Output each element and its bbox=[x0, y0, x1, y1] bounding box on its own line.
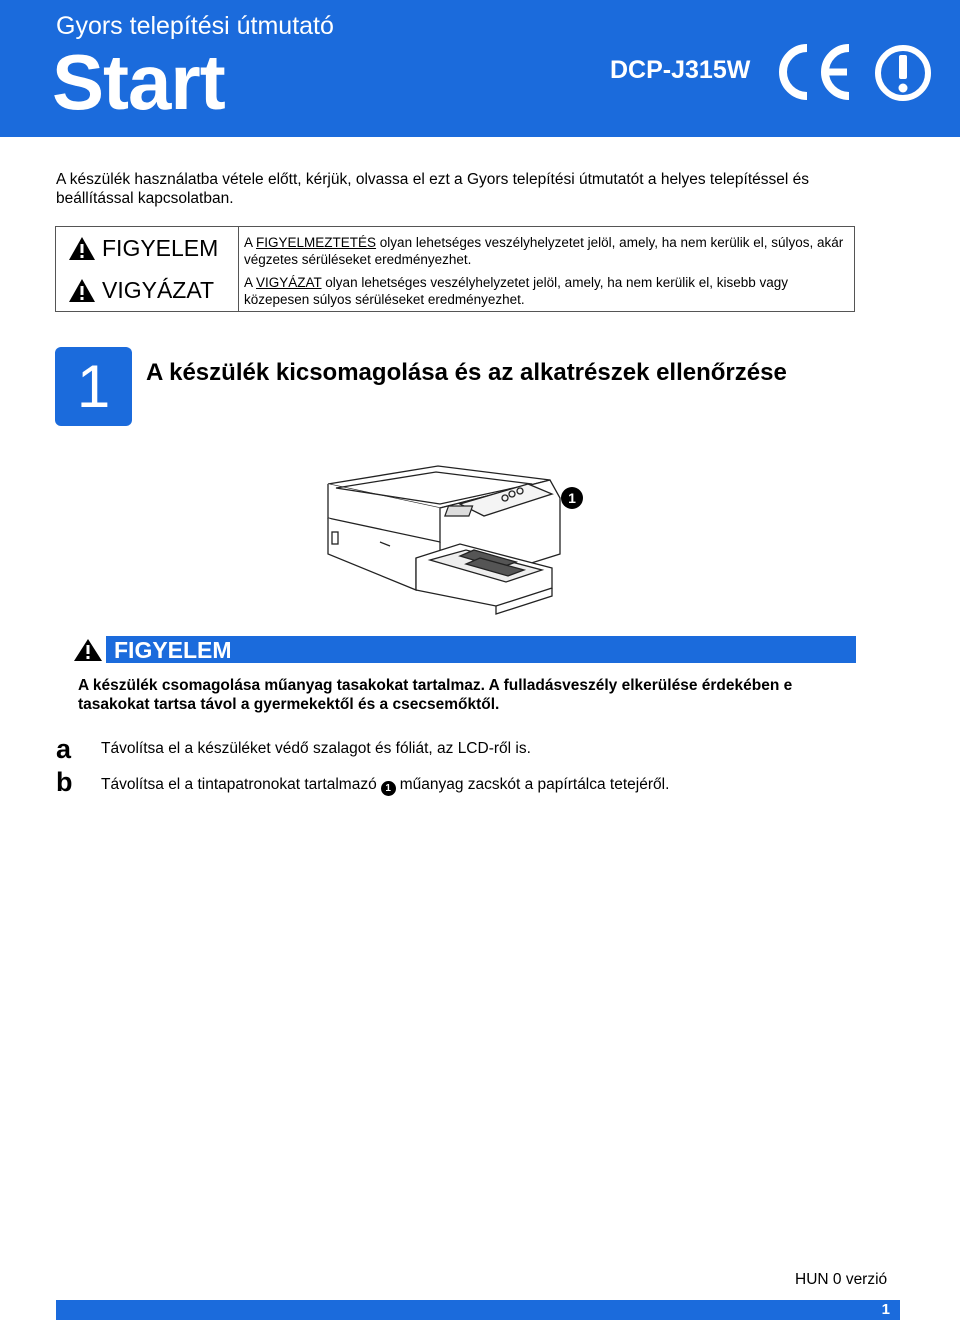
legend-term-warning bbox=[68, 235, 218, 262]
legend-desc-suffix: olyan lehetséges veszélyhelyzetet jelöl, amely, ha nem kerülik el, kisebb vagy közepesen súlyos sérüléseket eredményezhet. bbox=[244, 275, 789, 307]
inline-callout-1: 1 bbox=[381, 781, 396, 796]
page-number: 1 bbox=[881, 1301, 890, 1318]
legend-desc-suffix: olyan lehetséges veszélyhelyzetet jelöl, amely, ha nem kerülik el, súlyos, akár végzetes sérüléseket eredményezhet. bbox=[244, 235, 844, 267]
legend-term-caution bbox=[68, 277, 214, 304]
section-title: A készülék kicsomagolása és az alkatrészek ellenőrzése bbox=[146, 359, 787, 386]
legend-desc-prefix: A bbox=[244, 235, 257, 250]
version-label: HUN 0 verzió bbox=[795, 1271, 888, 1288]
warning-text: A készülék csomagolása műanyag tasakokat tartalmaz. A fulladásveszély elkerülése érdekében e tasakokat tartsa távol a gyermekektől és a csecsemőktől. bbox=[78, 677, 793, 713]
document-subtitle: Gyors telepítési útmutató bbox=[56, 12, 334, 40]
hazard-legend bbox=[55, 226, 855, 312]
legend-desc-term: VIGYÁZAT bbox=[256, 275, 322, 290]
intro-text: A készülék használatba vétele előtt, kérjük, olvassa el ezt a Gyors telepítési útmutatót a helyes telepítéssel és beállítással kapcsolatban. bbox=[56, 171, 810, 207]
step-text-a bbox=[101, 740, 531, 758]
warning-triangle-icon bbox=[68, 236, 96, 261]
model-name: DCP-J315W bbox=[610, 56, 751, 84]
step-text-continued: műanyag zacskót a papírtálca tetejéről. bbox=[399, 776, 670, 793]
step-text: Távolítsa el a tintapatronokat tartalmazó bbox=[101, 776, 377, 793]
footer-bar bbox=[56, 1300, 900, 1320]
warning-triangle-icon bbox=[73, 638, 103, 662]
step-text: Távolítsa el a készüléket védő szalagot és fóliát, az LCD-ről is. bbox=[101, 740, 531, 757]
warning-label: FIGYELEM bbox=[114, 637, 232, 663]
legend-divider bbox=[238, 227, 239, 311]
legend-term-label: FIGYELEM bbox=[102, 235, 219, 261]
step-letter-a: a bbox=[56, 734, 72, 764]
legend-desc-prefix: A bbox=[244, 275, 257, 290]
document-title: Start bbox=[52, 38, 225, 126]
printer-illustration bbox=[320, 458, 580, 618]
warning-bar bbox=[70, 636, 856, 663]
step-letter-b: b bbox=[56, 767, 73, 797]
alert-circle-icon bbox=[874, 44, 932, 102]
warning-triangle-icon bbox=[68, 278, 96, 303]
header-banner bbox=[0, 0, 960, 137]
ce-mark-icon bbox=[773, 42, 855, 102]
section-number: 1 bbox=[55, 347, 132, 426]
legend-term-label: VIGYÁZAT bbox=[102, 277, 215, 303]
legend-desc-caution bbox=[244, 274, 848, 308]
callout-1: 1 bbox=[561, 487, 583, 509]
legend-desc-term: FIGYELMEZTETÉS bbox=[256, 235, 377, 250]
legend-desc-warning bbox=[244, 234, 848, 268]
step-text-b bbox=[101, 776, 669, 796]
